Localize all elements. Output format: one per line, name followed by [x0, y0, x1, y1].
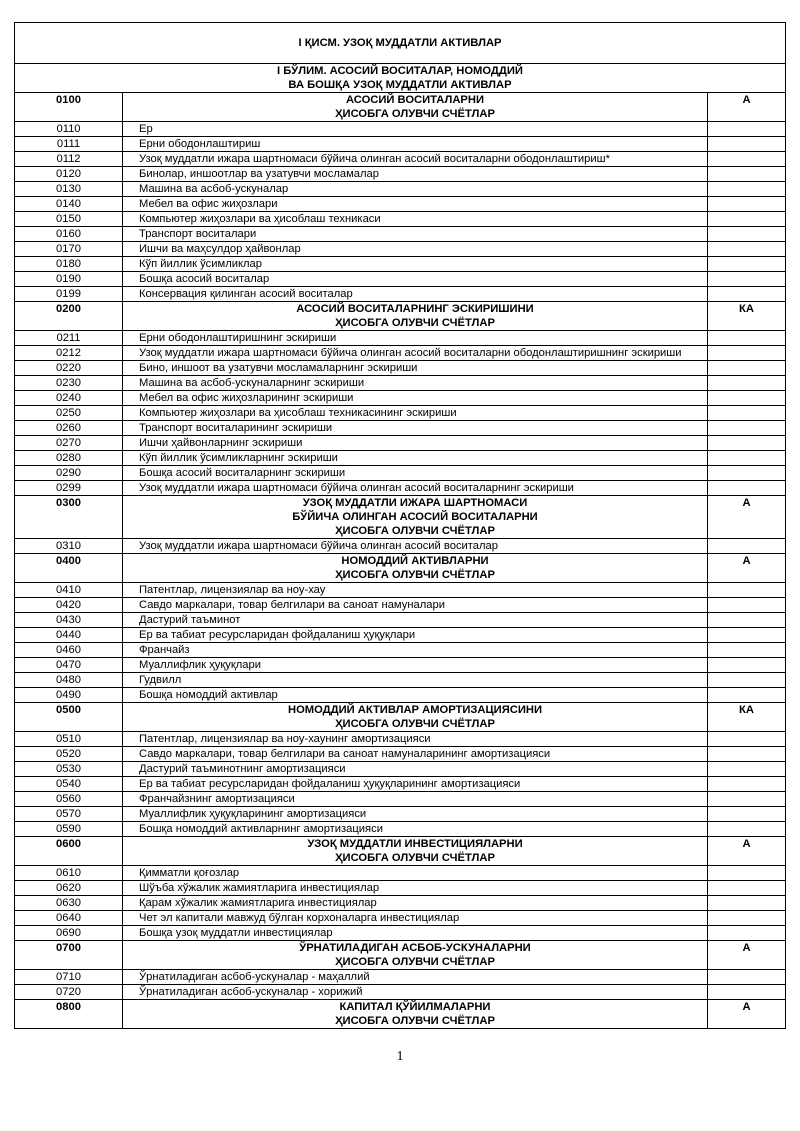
account-code: 0300 — [15, 496, 123, 539]
section-title — [15, 64, 786, 93]
account-group-title-line: ҲИСОБГА ОЛУВЧИ СЧЁТЛАР — [335, 317, 495, 329]
account-name: Узоқ муддатли ижара шартномаси бўйича олинган асосий воситаларни ободонлаштиришнинг эскириши — [123, 346, 708, 361]
account-row — [15, 466, 786, 481]
account-name: Бошқа асосий воситаларнинг эскириши — [123, 466, 708, 481]
account-row — [15, 346, 786, 361]
account-type — [708, 197, 786, 212]
account-group-title-line: НОМОДДИЙ АКТИВЛАРНИ — [341, 555, 489, 567]
account-row — [15, 747, 786, 762]
account-row — [15, 539, 786, 554]
account-type: КА — [708, 703, 786, 732]
account-code: 0230 — [15, 376, 123, 391]
account-group-row — [15, 703, 786, 732]
account-name: Узоқ муддатли ижара шартномаси бўйича олинган асосий воситалар — [123, 539, 708, 554]
section-title-line: ВА БОШҚА УЗОҚ МУДДАТЛИ АКТИВЛАР — [288, 79, 512, 91]
account-group-title — [123, 93, 708, 122]
account-name: Муаллифлик ҳуқуқлари — [123, 658, 708, 673]
account-type — [708, 732, 786, 747]
account-type — [708, 822, 786, 837]
account-type — [708, 583, 786, 598]
account-name: Қарам хўжалик жамиятларига инвестициялар — [123, 896, 708, 911]
account-name: Шўъба хўжалик жамиятларига инвестициялар — [123, 881, 708, 896]
account-row — [15, 658, 786, 673]
account-group-title-line: ЎРНАТИЛАДИГАН АСБОБ-УСКУНАЛАРНИ — [299, 942, 531, 954]
account-group-title-line: НОМОДДИЙ АКТИВЛАР АМОРТИЗАЦИЯСИНИ — [287, 704, 543, 716]
account-group-title-line: АСОСИЙ ВОСИТАЛАРНИ — [345, 94, 485, 106]
account-name: Ишчи ҳайвонларнинг эскириши — [123, 436, 708, 451]
account-row — [15, 212, 786, 227]
account-name: Дастурий таъминотнинг амортизацияси — [123, 762, 708, 777]
account-row — [15, 866, 786, 881]
account-group-title-line: ҲИСОБГА ОЛУВЧИ СЧЁТЛАР — [335, 525, 495, 537]
account-type — [708, 643, 786, 658]
account-group-row — [15, 93, 786, 122]
account-code: 0540 — [15, 777, 123, 792]
page-number: 1 — [396, 1049, 404, 1064]
account-code: 0160 — [15, 227, 123, 242]
account-type — [708, 451, 786, 466]
account-type — [708, 137, 786, 152]
account-group-title-line: КАПИТАЛ ҚЎЙИЛМАЛАРНИ — [339, 1001, 491, 1013]
account-row — [15, 331, 786, 346]
account-code: 0140 — [15, 197, 123, 212]
account-row — [15, 926, 786, 941]
account-group-title — [123, 302, 708, 331]
account-name: Ўрнатиладиган асбоб-ускуналар - хорижий — [123, 985, 708, 1000]
account-name: Компьютер жиҳозлари ва ҳисоблаш техникасининг эскириши — [123, 406, 708, 421]
account-name: Қимматли қоғозлар — [123, 866, 708, 881]
account-name: Ер ва табиат ресурсларидан фойдаланиш ҳуқуқларининг амортизацияси — [123, 777, 708, 792]
account-code: 0111 — [15, 137, 123, 152]
account-type — [708, 182, 786, 197]
account-name: Транспорт воситаларининг эскириши — [123, 421, 708, 436]
account-code: 0270 — [15, 436, 123, 451]
accounts-table — [14, 22, 786, 1029]
account-type — [708, 688, 786, 703]
account-code: 0620 — [15, 881, 123, 896]
account-row — [15, 376, 786, 391]
account-code: 0199 — [15, 287, 123, 302]
account-row — [15, 152, 786, 167]
account-name: Узоқ муддатли ижара шартномаси бўйича олинган асосий воситаларни ободонлаштириш* — [123, 152, 708, 167]
account-code: 0110 — [15, 122, 123, 137]
account-name: Муаллифлик ҳуқуқларининг амортизацияси — [123, 807, 708, 822]
account-type — [708, 866, 786, 881]
account-type — [708, 287, 786, 302]
account-row — [15, 481, 786, 496]
account-code: 0200 — [15, 302, 123, 331]
account-type — [708, 807, 786, 822]
account-row — [15, 257, 786, 272]
account-group-row — [15, 837, 786, 866]
account-name: Бошқа асосий воситалар — [123, 272, 708, 287]
account-type: А — [708, 941, 786, 970]
account-row — [15, 242, 786, 257]
account-group-title-line: ҲИСОБГА ОЛУВЧИ СЧЁТЛАР — [335, 852, 495, 864]
account-type — [708, 376, 786, 391]
account-type — [708, 926, 786, 941]
account-code: 0212 — [15, 346, 123, 361]
account-code: 0520 — [15, 747, 123, 762]
account-name: Франчайзнинг амортизацияси — [123, 792, 708, 807]
account-group-title — [123, 554, 708, 583]
account-name: Гудвилл — [123, 673, 708, 688]
account-row — [15, 822, 786, 837]
account-type: А — [708, 1000, 786, 1029]
account-name: Бошқа номоддий активларнинг амортизацияси — [123, 822, 708, 837]
account-row — [15, 182, 786, 197]
account-type — [708, 421, 786, 436]
account-type — [708, 598, 786, 613]
account-code: 0490 — [15, 688, 123, 703]
account-code: 0250 — [15, 406, 123, 421]
account-group-title — [123, 837, 708, 866]
account-code: 0710 — [15, 970, 123, 985]
account-type — [708, 361, 786, 376]
account-type — [708, 881, 786, 896]
account-type — [708, 896, 786, 911]
account-row — [15, 137, 786, 152]
account-type — [708, 122, 786, 137]
account-type — [708, 391, 786, 406]
account-group-title-line: ҲИСОБГА ОЛУВЧИ СЧЁТЛАР — [335, 956, 495, 968]
account-row — [15, 673, 786, 688]
account-type — [708, 436, 786, 451]
account-type — [708, 406, 786, 421]
account-row — [15, 792, 786, 807]
account-type — [708, 747, 786, 762]
account-code: 0100 — [15, 93, 123, 122]
account-type — [708, 762, 786, 777]
account-group-row — [15, 496, 786, 539]
account-name: Бошқа узоқ муддатли инвестициялар — [123, 926, 708, 941]
account-code: 0600 — [15, 837, 123, 866]
account-code: 0190 — [15, 272, 123, 287]
account-code: 0120 — [15, 167, 123, 182]
account-type — [708, 613, 786, 628]
account-group-title-line: УЗОҚ МУДДАТЛИ ИНВЕСТИЦИЯЛАРНИ — [307, 838, 523, 850]
account-code: 0400 — [15, 554, 123, 583]
account-type — [708, 792, 786, 807]
account-code: 0310 — [15, 539, 123, 554]
account-name: Ерни ободонлаштириш — [123, 137, 708, 152]
account-code: 0290 — [15, 466, 123, 481]
account-type — [708, 673, 786, 688]
account-row — [15, 688, 786, 703]
account-row — [15, 583, 786, 598]
account-code: 0430 — [15, 613, 123, 628]
account-row — [15, 732, 786, 747]
account-code: 0640 — [15, 911, 123, 926]
account-name: Бинолар, иншоотлар ва узатувчи мосламалар — [123, 167, 708, 182]
account-group-title-line: ҲИСОБГА ОЛУВЧИ СЧЁТЛАР — [335, 108, 495, 120]
account-group-title — [123, 941, 708, 970]
account-row — [15, 881, 786, 896]
account-code: 0440 — [15, 628, 123, 643]
account-code: 0630 — [15, 896, 123, 911]
account-row — [15, 167, 786, 182]
account-code: 0610 — [15, 866, 123, 881]
account-type — [708, 658, 786, 673]
account-code: 0460 — [15, 643, 123, 658]
account-row — [15, 777, 786, 792]
account-row — [15, 122, 786, 137]
account-code: 0590 — [15, 822, 123, 837]
account-code: 0220 — [15, 361, 123, 376]
account-name: Транспорт воситалари — [123, 227, 708, 242]
account-type: КА — [708, 302, 786, 331]
account-name: Ўрнатиладиган асбоб-ускуналар - маҳаллий — [123, 970, 708, 985]
account-type — [708, 212, 786, 227]
account-code: 0420 — [15, 598, 123, 613]
account-group-title-line: БЎЙИЧА ОЛИНГАН АСОСИЙ ВОСИТАЛАРНИ — [292, 511, 538, 523]
account-code: 0130 — [15, 182, 123, 197]
account-name: Ер ва табиат ресурсларидан фойдаланиш ҳуқуқлари — [123, 628, 708, 643]
account-code: 0720 — [15, 985, 123, 1000]
account-type — [708, 911, 786, 926]
account-row — [15, 613, 786, 628]
account-code: 0500 — [15, 703, 123, 732]
account-row — [15, 598, 786, 613]
account-name: Ишчи ва маҳсулдор ҳайвонлар — [123, 242, 708, 257]
account-name: Франчайз — [123, 643, 708, 658]
account-code: 0211 — [15, 331, 123, 346]
account-name: Патентлар, лицензиялар ва ноу-хау — [123, 583, 708, 598]
account-group-row — [15, 941, 786, 970]
account-code: 0180 — [15, 257, 123, 272]
account-code: 0530 — [15, 762, 123, 777]
account-name: Бино, иншоот ва узатувчи мосламаларнинг эскириши — [123, 361, 708, 376]
account-name: Ер — [123, 122, 708, 137]
account-name: Кўп йиллик ўсимликларнинг эскириши — [123, 451, 708, 466]
account-code: 0690 — [15, 926, 123, 941]
account-type — [708, 970, 786, 985]
account-type — [708, 227, 786, 242]
section-title-line: I БЎЛИМ. АСОСИЙ ВОСИТАЛАР, НОМОДДИЙ — [277, 65, 523, 77]
account-group-title — [123, 703, 708, 732]
account-name: Кўп йиллик ўсимликлар — [123, 257, 708, 272]
part-title: I ҚИСМ. УЗОҚ МУДДАТЛИ АКТИВЛАР — [15, 23, 786, 64]
account-row — [15, 628, 786, 643]
account-type — [708, 985, 786, 1000]
account-code: 0170 — [15, 242, 123, 257]
account-row — [15, 361, 786, 376]
account-row — [15, 911, 786, 926]
account-row — [15, 227, 786, 242]
account-row — [15, 896, 786, 911]
account-group-title — [123, 1000, 708, 1029]
account-name: Мебел ва офис жиҳозлари — [123, 197, 708, 212]
account-type — [708, 272, 786, 287]
account-type — [708, 257, 786, 272]
account-type: А — [708, 93, 786, 122]
account-type — [708, 466, 786, 481]
account-name: Ерни ободонлаштиришнинг эскириши — [123, 331, 708, 346]
account-code: 0560 — [15, 792, 123, 807]
account-code: 0480 — [15, 673, 123, 688]
account-code: 0240 — [15, 391, 123, 406]
account-name: Патентлар, лицензиялар ва ноу-хаунинг амортизацияси — [123, 732, 708, 747]
account-group-title — [123, 496, 708, 539]
account-name: Компьютер жиҳозлари ва ҳисоблаш техникаси — [123, 212, 708, 227]
account-type — [708, 346, 786, 361]
account-code: 0410 — [15, 583, 123, 598]
account-group-title-line: УЗОҚ МУДДАТЛИ ИЖАРА ШАРТНОМАСИ — [302, 497, 528, 509]
account-group-row — [15, 302, 786, 331]
account-type — [708, 331, 786, 346]
section-title-row — [15, 64, 786, 93]
account-type — [708, 628, 786, 643]
account-type — [708, 777, 786, 792]
account-code: 0700 — [15, 941, 123, 970]
account-name: Бошқа номоддий активлар — [123, 688, 708, 703]
account-name: Савдо маркалари, товар белгилари ва саноат намуналари — [123, 598, 708, 613]
account-row — [15, 451, 786, 466]
account-row — [15, 406, 786, 421]
account-name: Узоқ муддатли ижара шартномаси бўйича олинган асосий воситаларнинг эскириши — [123, 481, 708, 496]
account-name: Чет эл капитали мавжуд бўлган корхоналарга инвестициялар — [123, 911, 708, 926]
account-code: 0280 — [15, 451, 123, 466]
account-row — [15, 436, 786, 451]
account-row — [15, 287, 786, 302]
account-row — [15, 421, 786, 436]
account-row — [15, 643, 786, 658]
account-code: 0800 — [15, 1000, 123, 1029]
account-name: Дастурий таъминот — [123, 613, 708, 628]
account-row — [15, 762, 786, 777]
account-name: Мебел ва офис жиҳозларининг эскириши — [123, 391, 708, 406]
account-row — [15, 807, 786, 822]
account-code: 0260 — [15, 421, 123, 436]
document-page — [14, 22, 785, 1029]
account-code: 0510 — [15, 732, 123, 747]
account-group-title-line: ҲИСОБГА ОЛУВЧИ СЧЁТЛАР — [335, 569, 495, 581]
account-group-row — [15, 554, 786, 583]
account-row — [15, 391, 786, 406]
account-type: А — [708, 496, 786, 539]
account-code: 0150 — [15, 212, 123, 227]
account-type: А — [708, 837, 786, 866]
account-group-title-line: АСОСИЙ ВОСИТАЛАРНИНГ ЭСКИРИШИНИ — [296, 303, 534, 315]
account-group-row — [15, 1000, 786, 1029]
account-code: 0299 — [15, 481, 123, 496]
account-code: 0470 — [15, 658, 123, 673]
account-group-title-line: ҲИСОБГА ОЛУВЧИ СЧЁТЛАР — [335, 718, 495, 730]
account-type — [708, 481, 786, 496]
account-type — [708, 242, 786, 257]
account-row — [15, 272, 786, 287]
account-name: Савдо маркалари, товар белгилари ва саноат намуналарининг амортизацияси — [123, 747, 708, 762]
account-row — [15, 197, 786, 212]
account-type — [708, 167, 786, 182]
account-group-title-line: ҲИСОБГА ОЛУВЧИ СЧЁТЛАР — [335, 1015, 495, 1027]
account-code: 0570 — [15, 807, 123, 822]
account-name: Машина ва асбоб-ускуналарнинг эскириши — [123, 376, 708, 391]
account-code: 0112 — [15, 152, 123, 167]
account-row — [15, 985, 786, 1000]
account-name: Машина ва асбоб-ускуналар — [123, 182, 708, 197]
account-type — [708, 152, 786, 167]
part-title-row — [15, 23, 786, 64]
account-type: А — [708, 554, 786, 583]
account-type — [708, 539, 786, 554]
account-name: Консервация қилинган асосий воситалар — [123, 287, 708, 302]
account-row — [15, 970, 786, 985]
